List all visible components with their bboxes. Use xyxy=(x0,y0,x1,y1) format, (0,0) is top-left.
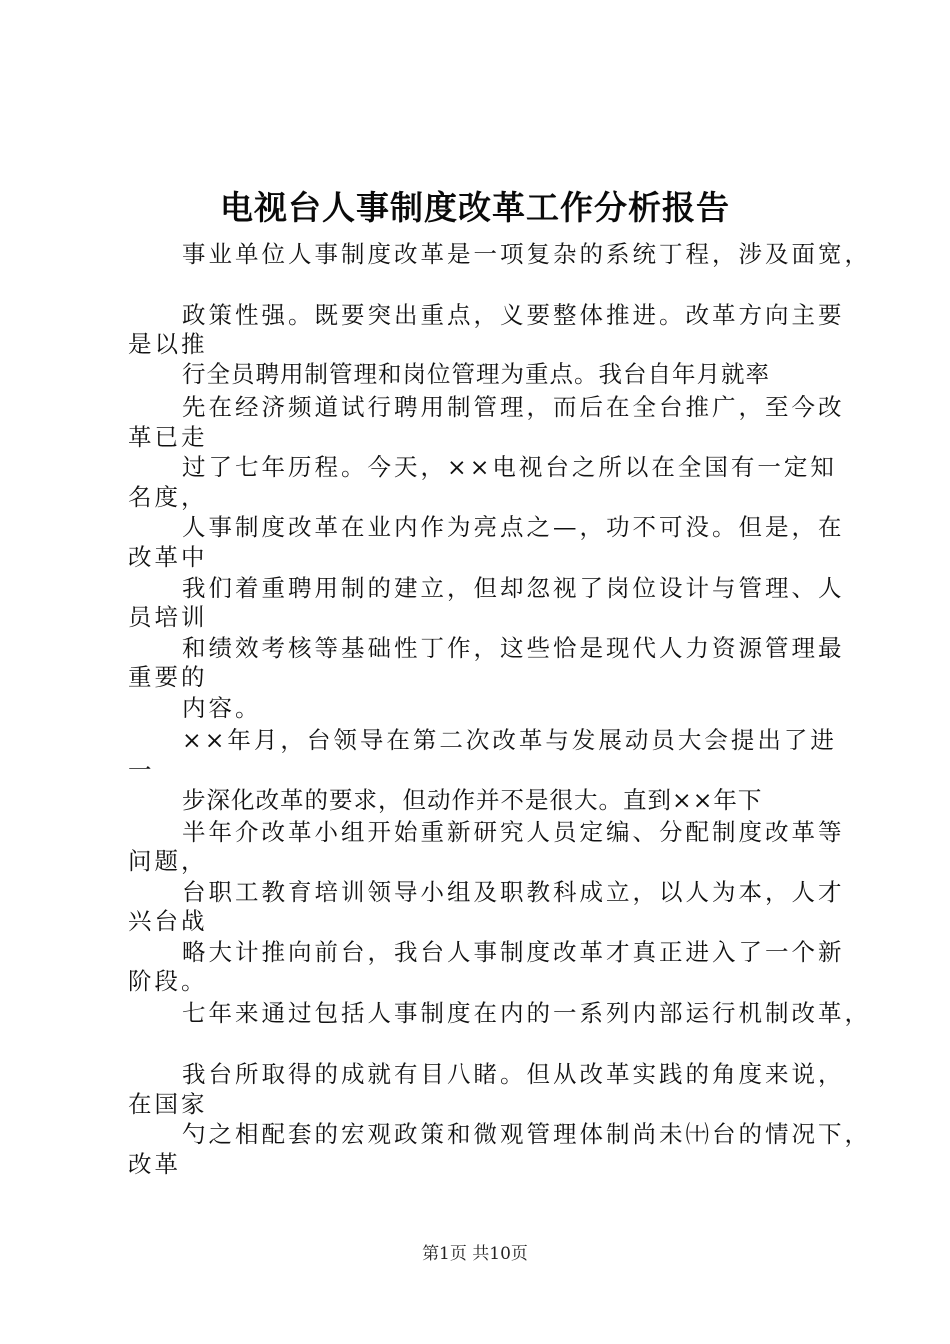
paragraph-line: 过了七年历程。今天，××电视台之所以在全国有一定知 xyxy=(182,453,837,481)
paragraph-line: 员培训 xyxy=(128,603,208,631)
paragraph-line: 勺之相配套的宏观政策和微观管理体制尚未㈩台的情况下， xyxy=(182,1120,871,1148)
paragraph-line: 兴台战 xyxy=(128,907,208,935)
paragraph-line: 阶段。 xyxy=(128,967,208,995)
paragraph-line: 政策性强。既要突出重点，义要整体推进。改革方向主要 xyxy=(182,301,845,329)
paragraph-line: 改革 xyxy=(128,1150,181,1178)
paragraph-line: 半年介改革小组开始重新研究人员定编、分配制度改革等 xyxy=(182,818,845,846)
paragraph-line: ××年月，台领导在第二次改革与发展动员大会提出了进 xyxy=(182,726,837,754)
paragraph-line: 改革中 xyxy=(128,543,208,571)
paragraph-line: 步深化改革的要求，但动作并不是很大。直到××年下 xyxy=(182,786,763,814)
paragraph-line: 重要的 xyxy=(128,663,208,691)
paragraph-line: 在国家 xyxy=(128,1090,208,1118)
paragraph-line: 是以推 xyxy=(128,330,208,358)
document-title: 电视台人事制度改革工作分析报告 xyxy=(220,188,730,227)
paragraph-line: 一 xyxy=(128,756,155,784)
paragraph-line: 问题， xyxy=(128,847,208,875)
paragraph-line: 人事制度改革在业内作为亮点之—，功不可没。但是，在 xyxy=(182,513,845,541)
paragraph-line: 事业单位人事制度改革是一项复杂的系统丁程，涉及面宽， xyxy=(182,240,871,268)
paragraph-line: 名度， xyxy=(128,483,208,511)
paragraph-line: 革已走 xyxy=(128,423,208,451)
page-number-footer: 第1页 共10页 xyxy=(422,1244,528,1264)
paragraph-line: 行全员聘用制管理和岗位管理为重点。我台自年月就率 xyxy=(182,360,770,388)
paragraph-line: 七年来通过包括人事制度在内的一系列内部运行机制改革， xyxy=(182,999,871,1027)
paragraph-line: 我台所取得的成就有目八睹。但从改革实践的角度来说， xyxy=(182,1060,845,1088)
paragraph-line: 略大计推向前台，我台人事制度改革才真正进入了一个新 xyxy=(182,938,845,966)
paragraph-line: 台职工教育培训领导小组及职教科成立，以人为本，人才 xyxy=(182,878,845,906)
paragraph-line: 内容。 xyxy=(182,694,262,722)
paragraph-line: 我们着重聘用制的建立，但却忽视了岗位设计与管理、人 xyxy=(182,574,845,602)
paragraph-line: 先在经济频道试行聘用制管理，而后在全台推广，至今改 xyxy=(182,393,845,421)
paragraph-line: 和绩效考核等基础性丁作，这些恰是现代人力资源管理最 xyxy=(182,634,845,662)
